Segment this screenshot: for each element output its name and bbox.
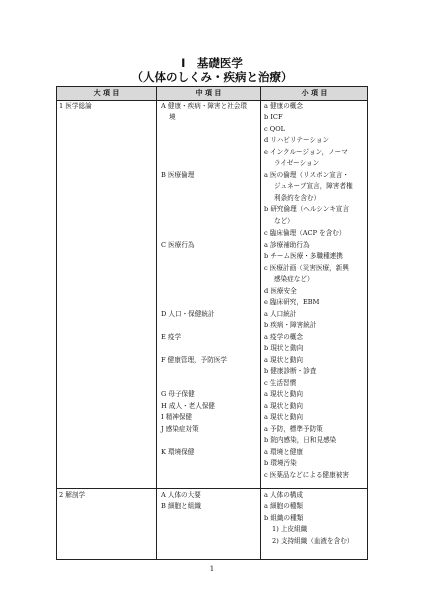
syllabus-table	[56, 86, 368, 560]
small-item: c QOL	[264, 125, 285, 133]
small-item: c 臨床倫理（ACP を含む）	[264, 229, 346, 237]
major-item: 1 医学総論	[59, 102, 92, 110]
small-item: a 人口統計	[264, 310, 297, 318]
small-item: e インクルージョン，ノーマ	[264, 148, 348, 156]
small-item: b 院内感染，日和見感染	[264, 436, 337, 444]
small-item: a 健康の概念	[264, 102, 303, 110]
small-item: a 現状と動向	[264, 390, 303, 398]
small-item: 1) 上皮組織	[272, 525, 308, 533]
small-item: ジュネーブ宣言，障害者権	[274, 182, 353, 190]
mid-item: C 医療行為	[161, 241, 195, 249]
mid-item: K 環境保健	[161, 448, 195, 456]
small-item: 利条約を含む）	[274, 194, 321, 202]
small-item: a 現状と動向	[264, 402, 303, 410]
header-major: 大 項 目	[93, 89, 120, 97]
small-item: b 研究倫理（ヘルシンキ宣言	[264, 205, 350, 213]
mid-item: I 精神保健	[161, 413, 193, 421]
small-item: a 予防，標準予防策	[264, 425, 323, 433]
small-item: b 組織の種類	[264, 514, 304, 522]
small-item: 感染症など）	[274, 275, 314, 283]
small-item: a 人体の構成	[264, 491, 303, 499]
mid-item: H 成人・老人保健	[161, 402, 216, 410]
page-subtitle: （人体のしくみ・疾病と治療）	[131, 70, 293, 84]
mid-item: J 感染症対策	[161, 425, 199, 433]
small-item: c 医薬品などによる健康被害	[264, 471, 349, 479]
mid-item: E 疫学	[161, 333, 182, 341]
mid-item: F 健康管理，予防医学	[161, 356, 228, 364]
small-item: b チーム医療・多職種連携	[264, 252, 343, 260]
mid-item: A 人体の大要	[161, 491, 201, 499]
small-item: ライゼーション	[274, 159, 320, 167]
small-item: a 医の倫理（リスボン宣言・	[264, 171, 350, 179]
small-item: c 医療計画（災害医療，新興	[264, 264, 349, 272]
header-mid: 中 項 目	[195, 89, 222, 97]
small-item: など）	[274, 217, 294, 225]
mid-item: 境	[169, 113, 176, 121]
small-item: a 疫学の概念	[264, 333, 303, 341]
mid-item: D 人口・保健統計	[161, 310, 215, 318]
small-item: b 現状と動向	[264, 344, 304, 352]
small-item: b 環境汚染	[264, 459, 297, 467]
small-item: 2) 支持組織（血液を含む）	[272, 537, 354, 545]
small-item: a 環境と健康	[264, 448, 303, 456]
small-item: e 臨床研究，EBM	[264, 298, 320, 306]
small-item: a 診療補助行為	[264, 241, 310, 249]
mid-item: B 医療倫理	[161, 171, 195, 179]
small-item: c 生活習慣	[264, 379, 297, 387]
section-divider	[57, 488, 367, 489]
page-title: Ⅰ 基礎医学	[181, 56, 243, 70]
mid-item: B 細胞と組織	[161, 502, 201, 510]
small-item: a 現状と動向	[264, 413, 303, 421]
small-item: d リハビリテーション	[264, 136, 330, 144]
page-number: 1	[209, 565, 215, 573]
major-item: 2 解剖学	[59, 491, 86, 499]
header-small: 小 項 目	[301, 89, 328, 97]
small-item: d 医療安全	[264, 287, 297, 295]
mid-item: A 健康・疾病・障害と社会環	[161, 102, 247, 110]
small-item: b 健康診断・診査	[264, 367, 317, 375]
small-item: b 疾病・障害統計	[264, 321, 317, 329]
small-item: b ICF	[264, 113, 283, 121]
mid-item: G 母子保健	[161, 390, 195, 398]
small-item: a 現状と動向	[264, 356, 303, 364]
small-item: a 細胞の種類	[264, 502, 303, 510]
